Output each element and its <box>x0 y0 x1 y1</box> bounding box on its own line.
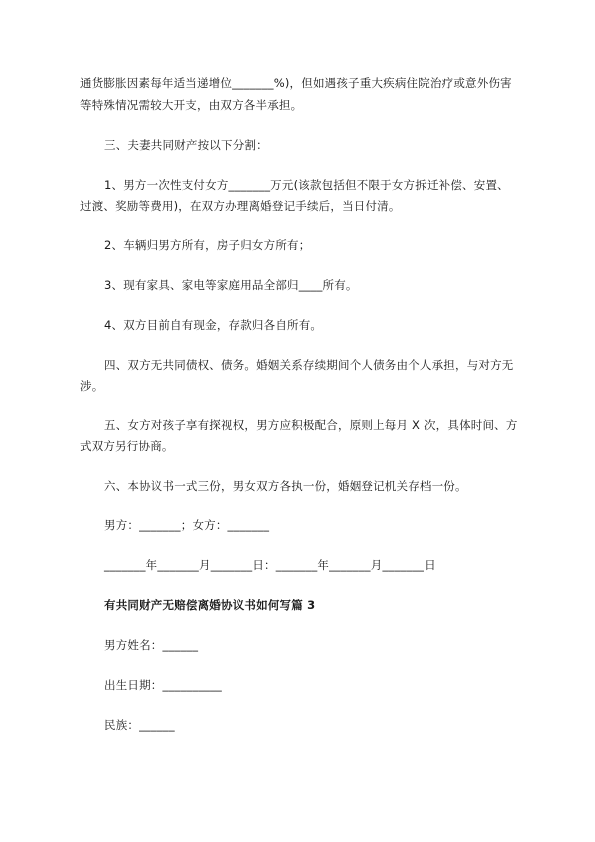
signature-line: 男方：_______；女方：_______ <box>104 518 270 532</box>
male-name-field: 男方姓名：______ <box>104 638 199 652</box>
section-five-line: 五、女方对孩子享有探视权，男方应积极配合，原则上每月 X 次，具体时间、方 <box>104 418 518 432</box>
item-4-line: 4、双方目前自有现金，存款归各自所有。 <box>104 318 323 332</box>
birth-date-field: 出生日期：__________ <box>104 678 222 692</box>
item-2-line: 2、车辆归男方所有，房子归女方所有； <box>104 238 311 252</box>
paragraph-line: 等特殊情况需较大开支，由双方各半承担。 <box>80 98 303 112</box>
item-1-line: 过渡、奖励等费用)，在双方办理离婚登记手续后，当日付清。 <box>80 199 401 213</box>
article-heading: 有共同财产无赔偿离婚协议书如何写篇 3 <box>104 598 316 612</box>
section-four-line: 四、双方无共同债权、债务。婚姻关系存续期间个人债务由个人承担，与对方无 <box>104 358 514 372</box>
date-line: _______年_______月_______日：_______年_______月_______日 <box>104 558 436 572</box>
paragraph-line: 通货膨胀因素每年适当递增位_______%)，但如遇孩子重大疾病住院治疗或意外伤害 <box>80 76 512 90</box>
section-three-heading: 三、夫妻共同财产按以下分割： <box>104 138 268 152</box>
ethnicity-field: 民族：______ <box>104 718 175 732</box>
section-five-line: 式双方另行协商。 <box>80 439 174 453</box>
item-3-line: 3、现有家具、家电等家庭用品全部归____所有。 <box>104 278 358 292</box>
section-six-line: 六、本协议书一式三份，男女双方各执一份，婚姻登记机关存档一份。 <box>104 479 467 493</box>
item-1-line: 1、男方一次性支付女方_______万元(该款包括但不限于女方拆迁补偿、安置、 <box>104 178 509 192</box>
section-four-line: 涉。 <box>80 379 104 393</box>
